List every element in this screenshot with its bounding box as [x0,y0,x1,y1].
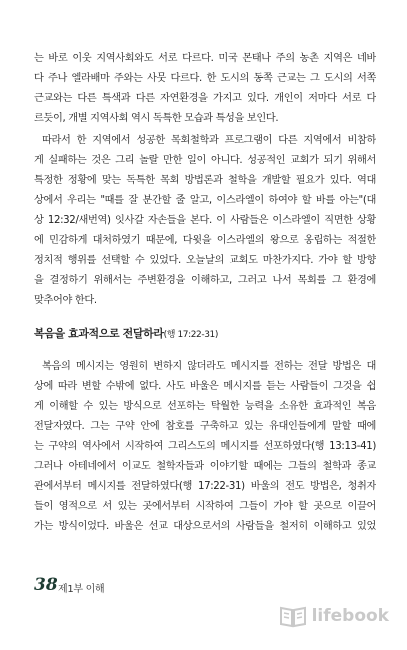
text-line: 상에 따라 변할 수밖에 없다. 사도 바울은 메시지를 듣는 사람들이 그것을 쉽 [34,381,376,392]
text-line: 관에서부터 메시지를 전달하였다(행 17:22-31) 바울의 전도 방법은, 청취자 [34,481,376,492]
watermark-text: lifebook [311,606,389,626]
lifebook-logo-icon [279,604,307,628]
text-line: 가는 방식이었다. 바울은 선교 대상으로서의 사람들을 철저히 이해하고 있었 [34,521,376,532]
text-line: 르듯이, 개별 지역사회 역시 독특한 모습과 특성을 보인다. [34,113,279,124]
text-line: 을 결정하기 위해서는 주변환경을 이해하고, 그러고 나서 목회를 그 환경에 [34,275,376,286]
text-line: 따라서 한 지역에서 성공한 목회철학과 프로그램이 다른 지역에서 비참하 [42,135,376,146]
section-heading [34,326,376,343]
text-line: 그러나 아테네에서 이교도 철학자들과 이야기할 때에는 그들의 철학과 종교 [34,461,376,472]
text-line: 상 12:32/새번역) 잇사갈 자손들을 본다. 이 사람들은 이스라엘이 직면한 상황 [34,215,376,226]
text-line: 다 주나 엘라배마 주와는 사뭇 다르다. 한 도시의 동쪽 근교는 그 도시의 서쪽 [34,73,376,84]
text-line: 게 실패하는 것은 그리 놀랄 만한 일이 아니다. 성공적인 교회가 되기 위해서 [34,155,376,166]
text-line: 들이 영적으로 서 있는 곳에서부터 시작하여 그들이 가야 할 곳으로 이끌어 [34,501,376,512]
text-line: 맞추어야 한다. [34,295,97,306]
page-number: 38 [34,575,58,595]
running-head: 제1부 이해 [58,584,105,595]
text-line: 게 이해할 수 있는 방식으로 선포하는 탁월한 능력을 소유한 효과적인 복음 [34,401,376,412]
section-heading-title: 복음을 효과적으로 전달하라 [34,327,164,340]
text-line: 복음의 메시지는 영원히 변하지 않더라도 메시지를 전하는 전달 방법은 대 [42,361,376,372]
text-line: 정치적 행위를 선택할 수 있었다. 오늘날의 교회도 마찬가지다. 가야 할 방향 [34,255,376,266]
text-line: 특정한 정황에 맞는 독특한 목회 방법론과 철학을 개발할 필요가 있다. 역대 [34,175,376,186]
text-line: 는 구약의 역사에서 시작하여 그리스도의 메시지를 선포하였다(행 13:13-41) [34,441,376,452]
text-line: 상에서 우리는 "때를 잘 분간할 줄 알고, 이스라엘이 하여야 할 바를 아는"(대 [34,195,376,206]
watermark [279,604,389,628]
section-heading-reference: (행 17:22-31) [163,330,218,340]
text-line: 에 민감하게 대처하였기 때문에, 다윗을 이스라엘의 왕으로 옹립하는 적절한 [34,235,376,246]
text-line: 근교와는 다른 특색과 다른 자연환경을 가지고 있다. 개인이 저마다 서로 다 [34,93,376,104]
text-line: 는 바로 이웃 지역사회와도 서로 다르다. 미국 몬태나 주의 농촌 지역은 네바 [34,53,376,64]
text-line: 전달자였다. 그는 구약 안에 참호를 구축하고 있는 유대인들에게 말할 때에 [34,421,376,432]
